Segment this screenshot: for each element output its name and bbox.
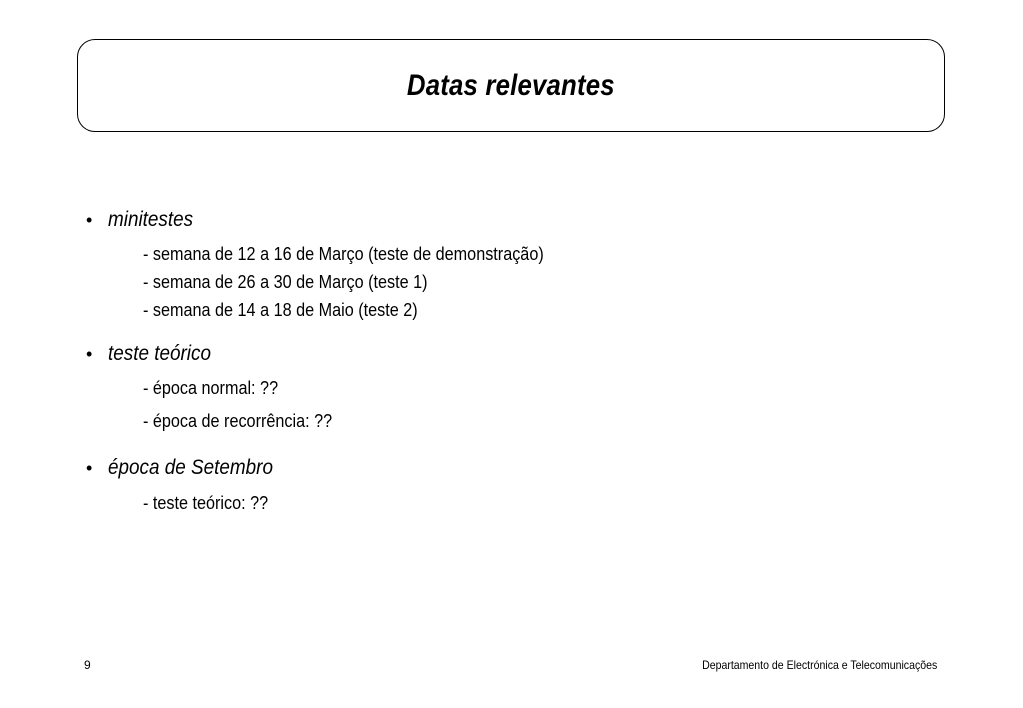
bullet-epoca-setembro (86, 456, 291, 480)
slide-title: Datas relevantes (407, 68, 615, 102)
bullet-label: época de Setembro (108, 456, 273, 479)
list-item: - época normal: ?? (143, 378, 279, 398)
bullet-label: teste teórico (108, 342, 211, 365)
list-item: - semana de 26 a 30 de Março (teste 1) (143, 272, 428, 292)
page-number: 9 (84, 658, 91, 672)
list-item: - semana de 12 a 16 de Março (teste de demonstração) (143, 244, 544, 264)
list-item: - época de recorrência: ?? (143, 411, 333, 431)
bullet-dot-icon: • (86, 210, 93, 230)
title-box (77, 39, 945, 132)
list-item: - semana de 14 a 18 de Maio (teste 2) (143, 300, 418, 320)
bullet-dot-icon: • (86, 458, 93, 478)
footer-department: Departamento de Electrónica e Telecomunicações (701, 658, 937, 672)
bullet-label: minitestes (108, 208, 194, 231)
bullet-teste-teorico (86, 342, 222, 366)
list-item: - teste teórico: ?? (143, 493, 269, 513)
bullet-dot-icon: • (86, 344, 93, 364)
bullet-minitestes (86, 208, 203, 232)
